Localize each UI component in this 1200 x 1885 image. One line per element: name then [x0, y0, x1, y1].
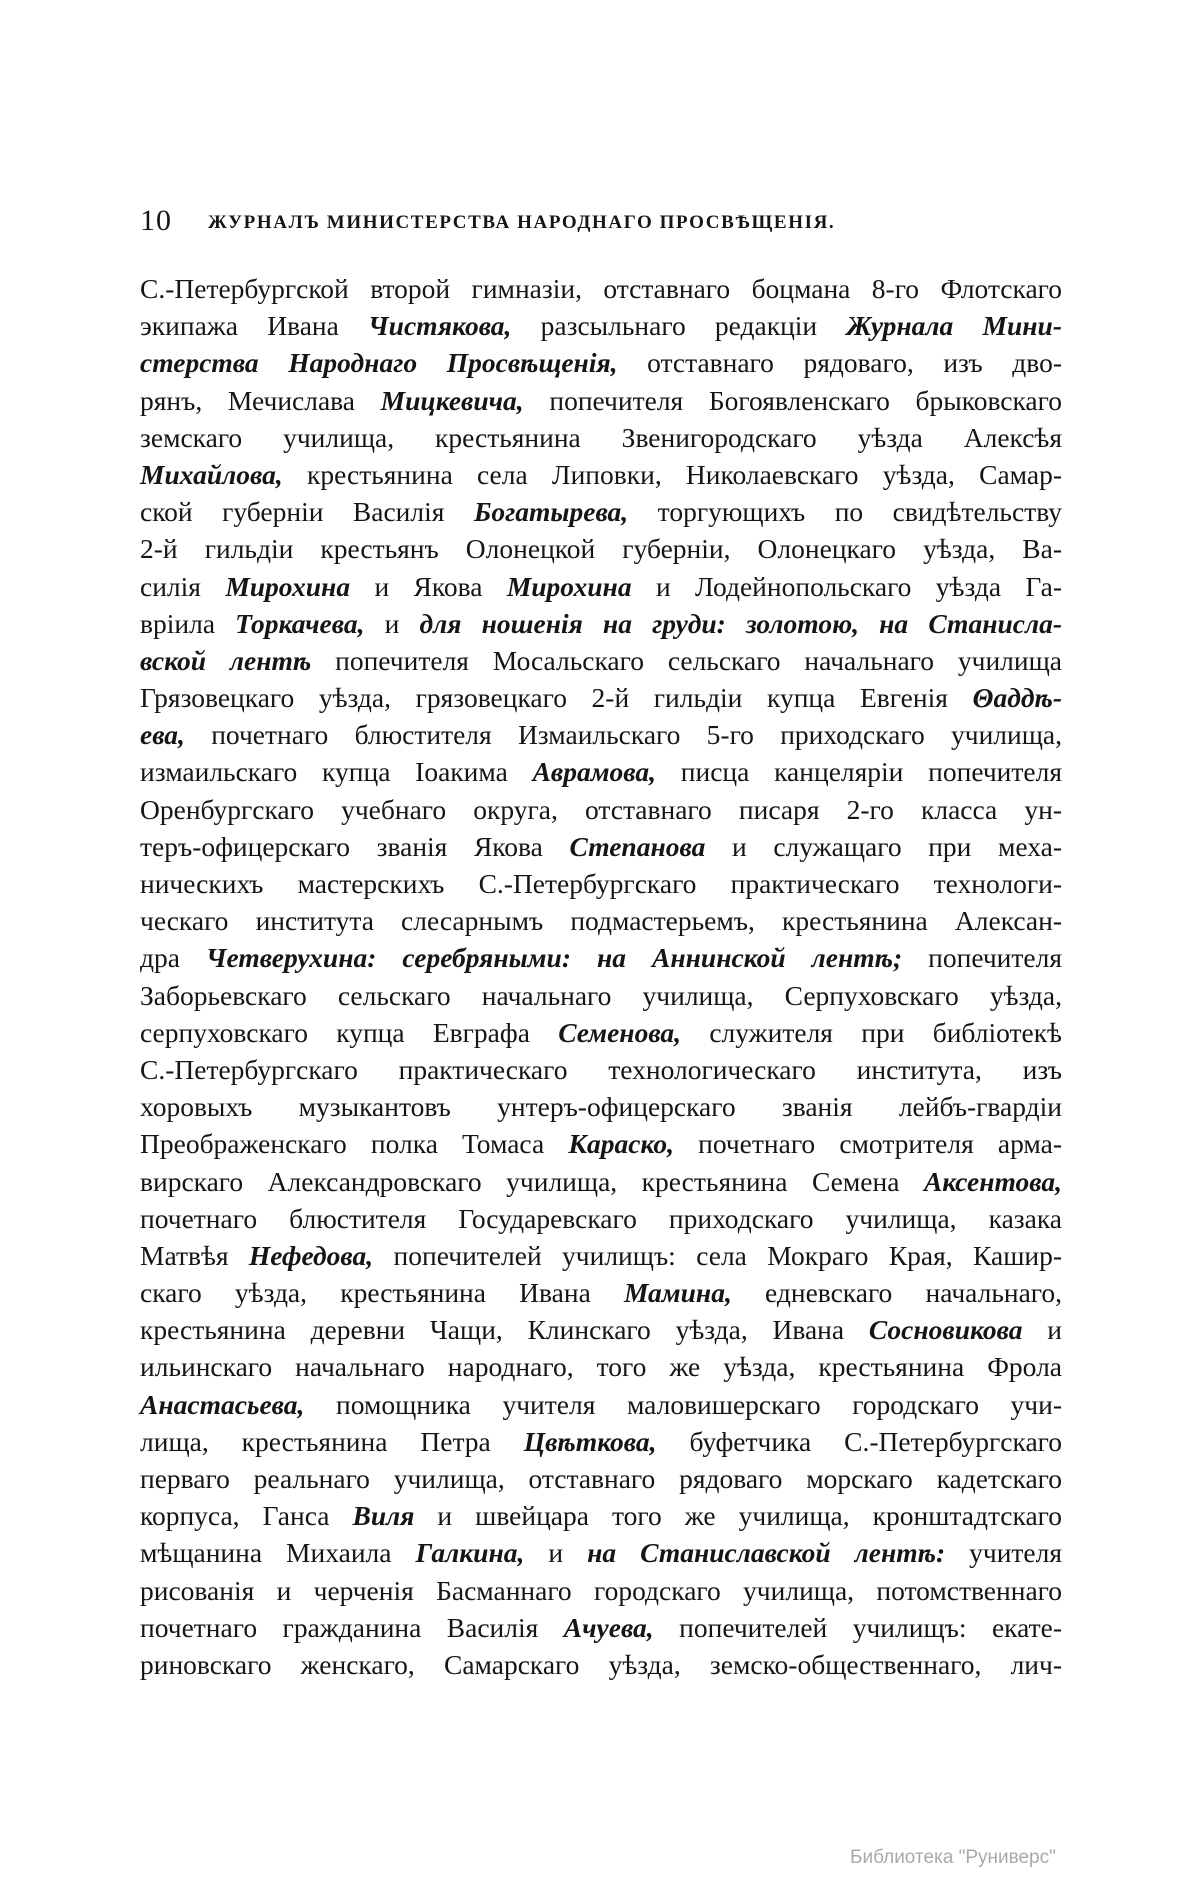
- text-segment: писца канцеляріи попечителя: [656, 756, 1062, 788]
- text-line: [140, 1311, 1062, 1348]
- text-line: [140, 939, 1062, 976]
- text-segment: ческаго института слесарнымъ подмастерьемъ, крестьянина Алексан-: [140, 905, 1062, 937]
- text-segment: лища, крестьянина Петра: [140, 1425, 524, 1457]
- italic-segment: для ношенія на груди: золотою, на Станисла-: [419, 607, 1062, 639]
- italic-segment: Цвѣткова,: [523, 1425, 657, 1457]
- italic-segment: Галкина,: [415, 1537, 525, 1569]
- italic-segment: Степанова: [569, 830, 706, 862]
- text-segment: теръ-офицерскаго званія Якова: [140, 830, 570, 862]
- text-segment: мѣщанина Михаила: [140, 1537, 416, 1569]
- text-segment: вирскаго Александровскаго училища, крестьянина Семена: [140, 1165, 924, 1197]
- italic-segment: вской лентѣ: [140, 644, 312, 676]
- text-line: [140, 791, 1062, 828]
- text-segment: почетнаго смотрителя арма-: [673, 1128, 1062, 1160]
- text-line: [140, 1386, 1062, 1423]
- page-number: 10: [140, 204, 172, 237]
- text-line: [140, 1237, 1062, 1274]
- text-segment: крестьянина деревни Чащи, Клинскаго уѣзда, Ивана: [140, 1314, 869, 1346]
- text-segment: Оренбургскаго учебнаго округа, отставнаго писаря 2-го класса ун-: [140, 793, 1062, 825]
- italic-segment: Богатырева,: [473, 496, 629, 528]
- text-line: [140, 1088, 1062, 1125]
- text-segment: крестьянина села Липовки, Николаевскаго уѣзда, Самар-: [282, 458, 1062, 490]
- text-segment: С.-Петербургскаго практическаго технологическаго института, изъ: [140, 1053, 1062, 1085]
- text-segment: дра: [140, 942, 206, 974]
- text-line: [140, 1163, 1062, 1200]
- text-segment: попечителей училищъ: села Мокраго Края, Кашир-: [373, 1239, 1063, 1271]
- text-line: [140, 1051, 1062, 1088]
- italic-segment: ева,: [140, 719, 185, 751]
- text-line: [140, 344, 1062, 381]
- text-line: [140, 1200, 1062, 1237]
- text-segment: хоровыхъ музыкантовъ унтеръ-офицерскаго званія лейбъ-гвардіи: [140, 1091, 1062, 1123]
- text-segment: служителя при библіотекѣ: [681, 1016, 1062, 1048]
- text-line: [140, 902, 1062, 939]
- italic-segment: на Станиславской лентѣ:: [587, 1537, 946, 1569]
- text-segment: буфетчика С.-Петербургскаго: [656, 1425, 1062, 1457]
- text-line: [140, 419, 1062, 456]
- text-segment: силія: [140, 570, 226, 602]
- italic-segment: Четверухина: серебряными: на Аннинской лентѣ;: [205, 942, 903, 974]
- text-segment: серпуховскаго купца Евграфа: [140, 1016, 559, 1048]
- italic-segment: Мамина,: [623, 1277, 732, 1309]
- italic-segment: Чистякова,: [368, 310, 512, 342]
- text-segment: разсыльнаго редакціи: [511, 310, 847, 342]
- text-segment: С.-Петербургской второй гимназіи, отставнаго боцмана 8-го Флотскаго: [140, 273, 1062, 304]
- italic-segment: стерства Народнаго Просвѣщенія,: [140, 347, 618, 379]
- text-segment: попечителя Богоявленскаго брыковскаго: [523, 384, 1062, 416]
- text-line: [140, 1274, 1062, 1311]
- library-watermark: Библиотека "Руниверс": [850, 1847, 1056, 1868]
- text-line: [140, 382, 1062, 419]
- text-segment: попечителей училищъ: екате-: [653, 1611, 1062, 1643]
- text-line: [140, 530, 1062, 567]
- text-segment: скаго уѣзда, крестьянина Ивана: [140, 1277, 624, 1309]
- text-segment: земскаго училища, крестьянина Звенигородскаго уѣзда Алексѣя: [140, 421, 1062, 453]
- text-segment: почетнаго блюстителя Государевскаго приходскаго училища, казака: [140, 1202, 1062, 1234]
- text-segment: 2-й гильдіи крестьянъ Олонецкой губерніи, Олонецкаго уѣзда, Ва-: [140, 533, 1062, 565]
- italic-segment: Мирохина: [506, 570, 632, 602]
- italic-segment: Мицкевича,: [380, 384, 524, 416]
- text-segment: попечителя: [902, 942, 1062, 974]
- text-line: [140, 1014, 1062, 1051]
- text-line: [140, 828, 1062, 865]
- text-line: [140, 977, 1062, 1014]
- text-line: [140, 716, 1062, 753]
- text-segment: и Лодейнопольскаго уѣзда Га-: [631, 570, 1062, 602]
- text-line: [140, 456, 1062, 493]
- italic-segment: Торкачева,: [235, 607, 365, 639]
- italic-segment: Анастасьева,: [140, 1388, 305, 1420]
- text-segment: и служащаго при меха-: [705, 830, 1062, 862]
- text-line: [140, 1497, 1062, 1534]
- text-segment: перваго реальнаго училища, отставнаго рядоваго морскаго кадетскаго: [140, 1463, 1062, 1494]
- text-segment: Матвѣя: [140, 1239, 249, 1271]
- text-segment: торгующихъ по свидѣтельству: [628, 496, 1062, 528]
- running-head: ЖУРНАЛЪ МИНИСТЕРСТВА НАРОДНАГО ПРОСВѢЩЕНІЯ.: [208, 212, 836, 233]
- text-segment: рянъ, Мечислава: [140, 384, 381, 416]
- body-text: [140, 270, 1062, 1683]
- italic-segment: Журнала Мини-: [846, 310, 1062, 342]
- text-line: [140, 1646, 1062, 1683]
- text-segment: ническихъ мастерскихъ С.-Петербургскаго практическаго технологи-: [140, 868, 1062, 899]
- text-segment: отставнаго рядоваго, изъ дво-: [617, 347, 1062, 379]
- text-segment: Преображенскаго полка Томаса: [140, 1128, 569, 1160]
- italic-segment: Нефедова,: [248, 1239, 374, 1271]
- text-segment: почетнаго гражданина Василія: [140, 1611, 564, 1643]
- text-segment: врiила: [140, 607, 236, 639]
- text-line: [140, 865, 1062, 902]
- italic-segment: Михайлова,: [140, 458, 283, 490]
- text-segment: корпуса, Ганса: [140, 1500, 353, 1532]
- text-line: [140, 1534, 1062, 1571]
- text-segment: риновскаго женскаго, Самарскаго уѣзда, земско-общественнаго, лич-: [140, 1648, 1062, 1680]
- text-segment: и: [1022, 1314, 1062, 1346]
- text-segment: экипажа Ивана: [140, 310, 369, 342]
- italic-segment: Сосновикова: [868, 1314, 1023, 1346]
- text-line: [140, 1423, 1062, 1460]
- italic-segment: Ачуева,: [563, 1611, 654, 1643]
- text-segment: почетнаго блюстителя Измаильскаго 5-го приходскаго училища,: [184, 719, 1062, 751]
- text-line: [140, 493, 1062, 530]
- text-line: [140, 307, 1062, 344]
- text-line: [140, 1572, 1062, 1609]
- text-segment: и: [364, 607, 420, 639]
- text-line: [140, 1348, 1062, 1385]
- italic-segment: Виля: [352, 1500, 415, 1532]
- text-line: [140, 1125, 1062, 1162]
- text-line: [140, 270, 1062, 307]
- text-segment: Грязовецкаго уѣзда, грязовецкаго 2-й гильдіи купца Евгенія: [140, 682, 973, 714]
- text-segment: измаильскаго купца Іоакима: [140, 756, 533, 788]
- text-line: [140, 605, 1062, 642]
- text-segment: ской губерніи Василія: [140, 496, 474, 528]
- text-line: [140, 642, 1062, 679]
- text-segment: рисованія и черченія Басманнаго городскаго училища, потомственнаго: [140, 1574, 1062, 1606]
- text-line: [140, 1609, 1062, 1646]
- italic-segment: Караско,: [568, 1128, 674, 1160]
- text-segment: попечителя Мосальскаго сельскаго начальнаго училища: [311, 644, 1062, 676]
- text-line: [140, 679, 1062, 716]
- page-header: [140, 204, 1060, 244]
- text-segment: едневскаго начальнаго,: [731, 1277, 1063, 1309]
- italic-segment: Семенова,: [558, 1016, 682, 1048]
- text-line: [140, 1460, 1062, 1497]
- italic-segment: Θаддѣ-: [972, 682, 1062, 714]
- italic-segment: Мирохина: [225, 570, 351, 602]
- text-line: [140, 753, 1062, 790]
- text-segment: и: [524, 1537, 588, 1569]
- italic-segment: Аврамова,: [532, 756, 657, 788]
- text-segment: учителя: [945, 1537, 1063, 1569]
- text-segment: и швейцара того же училища, кронштадтскаго: [414, 1500, 1062, 1532]
- italic-segment: Аксентова,: [923, 1165, 1062, 1197]
- text-line: [140, 568, 1062, 605]
- text-segment: ильинскаго начальнаго народнаго, того же уѣзда, крестьянина Фрола: [140, 1351, 1062, 1383]
- text-segment: Заборьевскаго сельскаго начальнаго училища, Серпуховскаго уѣзда,: [140, 979, 1062, 1011]
- text-segment: помощника учителя маловишерскаго городскаго учи-: [304, 1388, 1062, 1420]
- text-segment: и Якова: [350, 570, 507, 602]
